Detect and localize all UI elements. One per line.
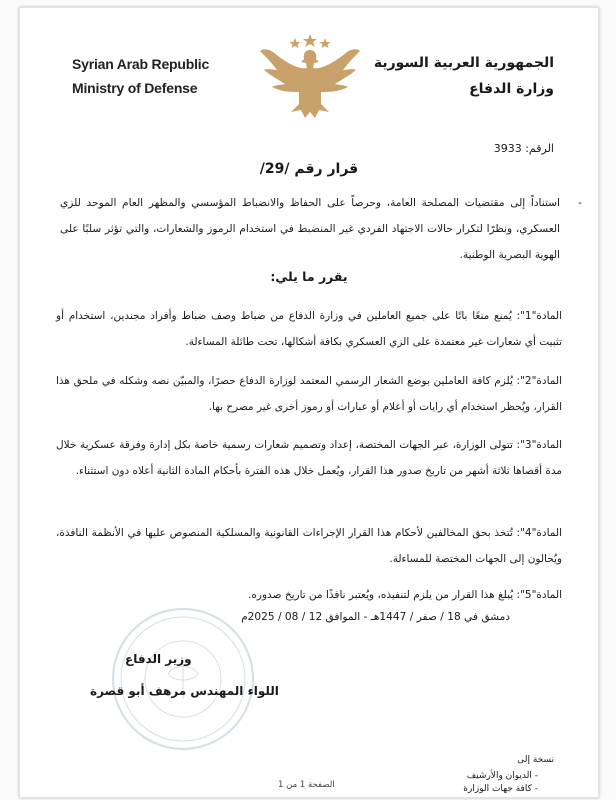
header-ar-ministry: وزارة الدفاع (469, 81, 554, 97)
article-label: المادة"2": (516, 375, 562, 387)
copies-list (463, 770, 538, 796)
date-line: دمشق في 18 / صفر / 1447هـ - الموافق 12 / 08 / 2025م (241, 611, 510, 623)
reference-number: الرقم: 3933 (493, 142, 554, 155)
signature-title: وزير الدفاع (125, 652, 192, 666)
article-text: يُمنع منعًا باتًا على جميع العاملين في وزارة الدفاع من ضباط وصف ضباط وأفراد مجندين، استخدام أو تثبيت أي شعارات غير معتمدة على الزي العسكري بكافة أشكالها، تحت طائلة المساءلة. (56, 310, 562, 348)
header-ar-country: الجمهورية العربية السورية (373, 55, 554, 71)
article-label: المادة"3": (516, 439, 562, 451)
article-text: تُتخذ بحق المخالفين لأحكام هذا القرار الإجراءات القانونية والمسلكية المنصوص عليها في الأنظمة النافذة، ويُحالون إلى الجهات المختصة للمساءلة. (56, 527, 562, 565)
eagle-emblem-icon (255, 32, 365, 122)
decision-title: قرار رقم /29/ (259, 161, 359, 177)
official-stamp-icon (108, 604, 258, 754)
article-label: المادة"4": (516, 527, 562, 539)
article-2 (56, 368, 562, 420)
document-page (19, 7, 599, 798)
article-label: المادة"5": (516, 589, 562, 601)
decides-heading: يقرر ما يلي: (270, 269, 348, 284)
preamble (60, 190, 582, 268)
article-4 (56, 520, 562, 572)
article-text: يُلزم كافة العاملين بوضع الشعار الرسمي المعتمد لوزارة الدفاع حصرًا، والمبيّن نصه وشكله في ملحق هذا القرار، ويُحظر استخدام أي رايات أو أعلام أو عبارات أو رموز أخرى غير مصرح بها. (56, 375, 562, 413)
header-english (72, 52, 209, 100)
header-en-country: Syrian Arab Republic (72, 56, 210, 72)
article-label: المادة"1": (516, 310, 562, 322)
copies-label: نسخة إلى (517, 755, 554, 765)
article-text: يُبلغ هذا القرار من يلزم لتنفيذه، ويُعتبر نافذًا من تاريخ صدوره. (248, 589, 517, 601)
page-number: الصفحة 1 من 1 (278, 780, 335, 790)
copy-item: - الديوان والأرشيف (463, 770, 538, 783)
signature-name: اللواء المهندس مرهف أبو قصرة (90, 684, 279, 698)
preamble-text: استناداً إلى مقتضيات المصلحة العامة، وحرصاً على الحفاظ والانضباط المؤسسي والمظهر العام الموحد للزي العسكري، ونظرًا لتكرار حالات الاجتهاد الفردي غير المنضبط في استخدام الرموز والشعارات، والتي تؤثر سلبًا على الهوية البصرية الوطنية. (60, 197, 560, 261)
copy-item: - كافة جهات الوزارة (463, 783, 538, 796)
bullet-dash: - (578, 197, 582, 209)
header-en-ministry: Ministry of Defense (72, 80, 198, 96)
article-text: تتولى الوزارة، عبر الجهات المختصة، إعداد وتصميم شعارات رسمية خاصة بكل إدارة وفرقة عسكرية خلال مدة أقصاها ثلاثة أشهر من تاريخ صدور هذا القرار، ويُعمل خلال هذه الفترة بأحكام المادة الثانية أعلاه دون استثناء. (56, 439, 562, 477)
article-1 (56, 303, 562, 355)
article-3 (56, 432, 562, 484)
header-arabic (374, 50, 554, 102)
